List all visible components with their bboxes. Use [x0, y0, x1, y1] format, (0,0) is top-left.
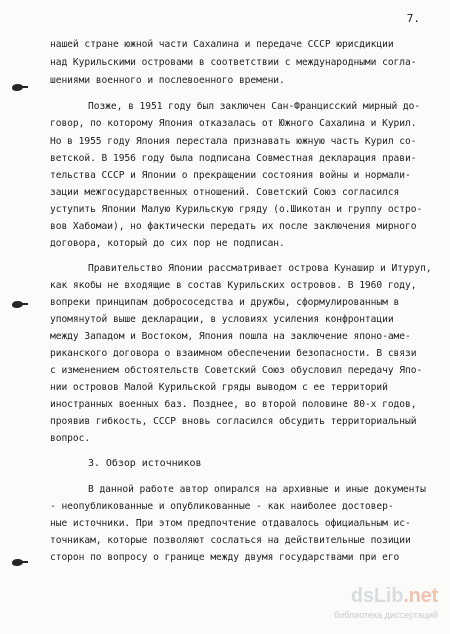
watermark-logo-tld: .net	[403, 585, 438, 607]
text-line: риканского договора о взаимном обеспечении безопасности. В связи	[50, 348, 417, 359]
paragraph-first-line: В данной работе автор опирался на архивные и иные документы	[88, 484, 426, 495]
text-line: ные источники. При этом предпочтение отдавалось официальным ис-	[50, 518, 411, 529]
text-line: проявив гибкость, СССР вновь согласился обсудить территориальный	[50, 416, 417, 427]
text-line: шениями военного и послевоенного времени.	[50, 75, 285, 86]
text-line: упомянутой выше декларации, в условиях усиления конфронтации	[50, 314, 394, 325]
paragraph-first-line: Правительство Японии рассматривает острова Кунашир и Итуруп,	[88, 263, 432, 274]
text-line: - неопубликованные и опубликованные - как наиболее достовер-	[50, 501, 394, 512]
text-line: как якобы не входящие в состав Курильских островов. В 1960 году,	[50, 280, 417, 291]
text-line: точникам, которые позволяют сослаться на действительные позиции	[50, 535, 411, 546]
text-line: Но в 1955 году Япония перестала признавать южную часть Курил со-	[50, 136, 417, 147]
text-line: зации межгосударственных отношений. Советский Союз согласился	[50, 187, 400, 198]
text-line: договора, который до сих пор не подписан.	[50, 238, 285, 249]
section-heading: 3. Обзор источников	[88, 458, 202, 469]
text-line: сторон по вопросу о границе между двумя государствами при его	[50, 552, 400, 563]
text-line: ветской. В 1956 году была подписана Совместная декларация прави-	[50, 153, 417, 164]
margin-ink-mark	[12, 301, 23, 308]
paragraph-first-line: Позже, в 1951 году был заключен Сан-Францисский мирный до-	[88, 101, 421, 112]
text-line: говор, по которому Япония отказалась от Южного Сахалина и Курил.	[50, 118, 417, 129]
margin-ink-mark	[12, 559, 23, 566]
page-number: 7.	[406, 12, 420, 25]
text-line: тельства СССР и Японии о прекращении состояния войны и нормали-	[50, 170, 411, 181]
watermark-tagline: библиотека диссертаций	[333, 610, 438, 620]
text-line: над Курильскими островами в соответствии с международными согла-	[50, 57, 417, 68]
text-line: вопрос.	[50, 433, 91, 444]
text-line: вопреки принципам добрососедства и дружбы, сформулированным в	[50, 297, 400, 308]
margin-ink-mark	[12, 84, 23, 91]
watermark	[333, 584, 438, 624]
text-line: уступить Японии Малую Курильскую гряду (о.Шикотан и группу остро-	[50, 204, 423, 215]
text-line: иностранных военных баз. Позднее, во второй половине 80-х годов,	[50, 399, 417, 410]
text-line: нашей стране южной части Сахалина и передаче СССР юрисдикции	[50, 39, 394, 50]
text-line: с изменением обстоятельств Советский Союз обусловил передачу Япо-	[50, 365, 423, 376]
text-line: между Западом и Востоком, Япония пошла на заключение японо-аме-	[50, 331, 411, 342]
text-line: нии островов Малой Курильской гряды выводом с ее территорий	[50, 382, 388, 393]
watermark-logo-main: dsLib	[350, 585, 404, 607]
watermark-logo	[351, 584, 438, 608]
text-line: вов Хабомаи), но фактически передать их после заключения мирного	[50, 221, 417, 232]
